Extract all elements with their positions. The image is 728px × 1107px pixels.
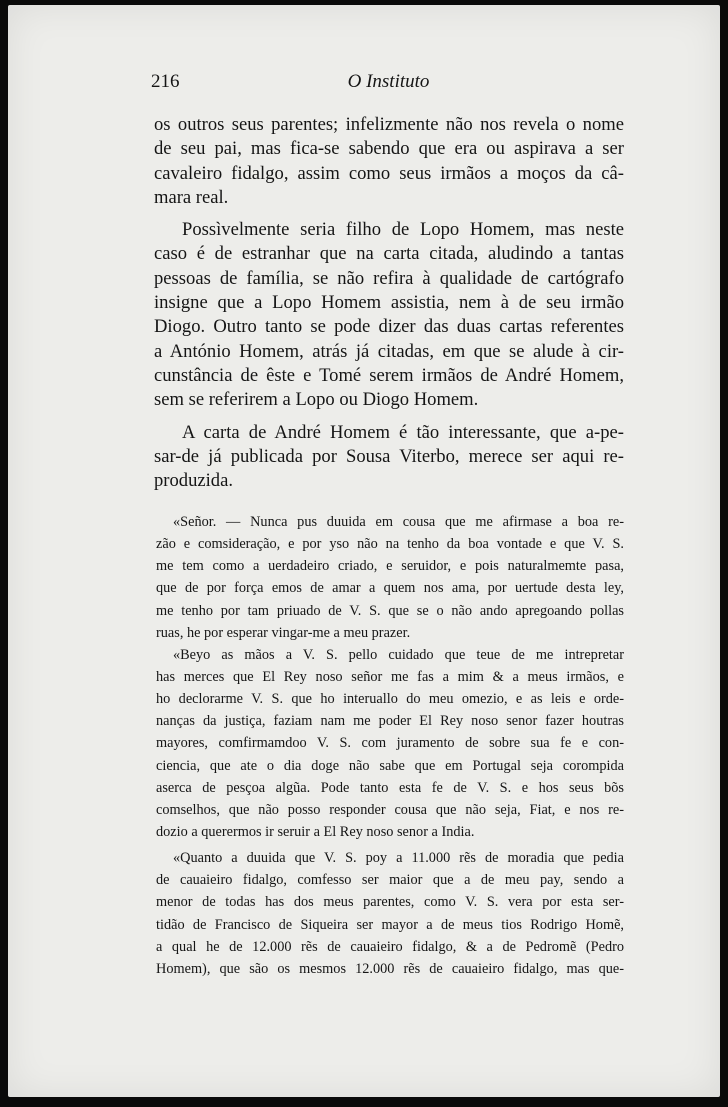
quote-line: tidão de Francisco de Siqueira ser mayor a de meus tios Rodrigo Homẽ, [156,916,624,933]
text-line: Diogo. Outro tanto se pode dizer das duas cartas referentes [154,316,624,338]
text-line: cavaleiro fidalgo, assim como seus irmãos a moços da câ- [154,162,624,184]
quote-line: menor de todas has dos meus parentes, como V. S. vera por esta ser- [156,894,624,911]
quote-line: mayores, comfirmamdoo V. S. com juramento de sobre sua fe e con- [156,735,624,752]
page-number: 216 [151,71,180,92]
text-line: sem se referirem a Lopo ou Diogo Homem. [154,389,479,411]
text-line: mara real. [154,186,229,208]
text-line: insigne que a Lopo Homem assistia, nem à de seu irmão [154,292,624,314]
quote-line: nanças da justiça, faziam nam me poder El Rey noso senor fazer houtras [156,713,624,730]
page-sheet [8,5,720,1097]
text-line: a António Homem, atrás já citadas, em que se alude à cir- [154,340,624,362]
body-text [154,113,624,493]
quote-line: me tem como a uerdadeiro criado, e seruidor, e pois naturalmemte pasa, [156,558,624,575]
quoted-letter [156,511,624,980]
quote-line: zão e comsideração, e por yso não na tenho da boa vontade e que V. S. [156,536,624,553]
quote-line: comselhos, que não posso responder cousa que não seja, Fiat, e nos re- [156,801,624,818]
quote-line: dozio a querermos ir seruir a El Rey noso senor a India. [156,823,475,840]
quote-line: ciencia, que ate o dia doge não sabe que em Portugal seja corompida [156,757,624,774]
text-line: os outros seus parentes; infelizmente não nos revela o nome [154,114,624,135]
quote-line: «Señor. — Nunca pus duuida em cousa que me afirmase a boa re- [173,514,624,530]
quote-line: me tenho por tam priuado de V. S. que se o não ando apregoando pollas [156,602,624,619]
text-line: de seu pai, mas fica-se sabendo que era ou aspirava a ser [154,138,624,160]
running-header [146,71,631,97]
quote-line: de cauaieiro fidalgo, comfesso ser maior que a de meu pay, sendo a [156,872,624,889]
text-line: caso é de estranhar que na carta citada, aludindo a tantas [154,243,624,265]
quote-line: ho declorarme V. S. que ho interuallo do meu omezio, e as leis e orde- [156,691,624,708]
text-line: sar-de já publicada por Sousa Viterbo, merece ser aqui re- [154,445,624,467]
quote-line: has merces que El Rey noso señor me fas a mim & a meus irmãos, e [156,668,624,685]
text-line: cunstância de êste e Tomé serem irmãos de André Homem, [154,364,624,386]
text-line: pessoas de família, se não refira à qualidade de cartógrafo [154,267,624,289]
quote-line: que de por força emos de amar a quem nos ama, por uertude desta ley, [156,580,624,597]
running-title: O Instituto [347,71,430,92]
quote-line: ruas, he por esperar vingar-me a meu prazer. [156,624,411,641]
quote-line: a qual he de 12.000 rẽs de cauaieiro fidalgo, & a de Pedromẽ (Pedro [156,938,624,955]
text-line: A carta de André Homem é tão interessante, que a-pe- [182,421,624,443]
quote-line: aserca de pesçoa algũa. Pode tanto esta fe de V. S. e hos seus bõs [156,779,624,796]
text-line: Possìvelmente seria filho de Lopo Homem, mas neste [182,219,624,241]
quote-line: «Quanto a duuida que V. S. poy a 11.000 rẽs de moradia que pedia [173,850,624,867]
quote-line: «Beyo as mãos a V. S. pello cuidado que teue de me intrepretar [173,646,624,663]
text-line: produzida. [154,470,233,492]
quote-line: Homem), que são os mesmos 12.000 rẽs de cauaieiro fidalgo, mas que- [156,960,624,977]
